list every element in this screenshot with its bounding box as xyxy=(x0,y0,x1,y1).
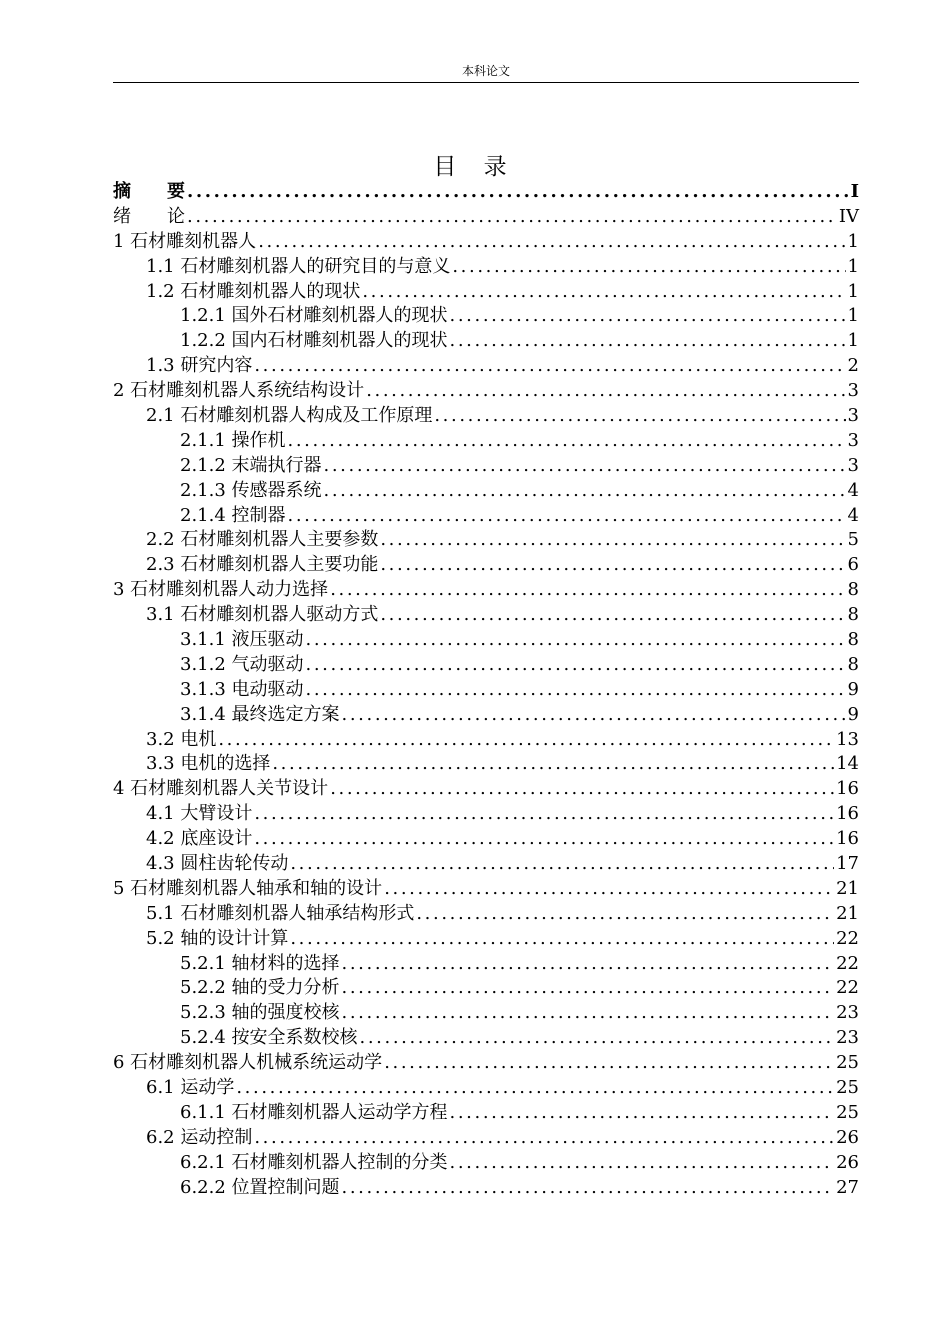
toc-entry-page: 22 xyxy=(836,977,859,999)
toc-dot-leader xyxy=(306,678,846,703)
toc-dot-leader xyxy=(324,479,846,504)
toc-entry[interactable] xyxy=(113,454,859,479)
toc-dot-leader xyxy=(342,703,846,728)
toc-entry-label: 6.2 运动控制 xyxy=(146,1126,253,1148)
toc-entry-page: 3 xyxy=(847,454,859,476)
toc-entry-page: 25 xyxy=(836,1101,859,1123)
toc-entry[interactable] xyxy=(113,1051,859,1076)
toc-entry[interactable] xyxy=(113,777,859,802)
toc-dot-leader xyxy=(342,1001,835,1026)
toc-entry[interactable] xyxy=(113,653,859,678)
toc-entry-label: 6.2.1 石材雕刻机器人控制的分类 xyxy=(180,1151,448,1173)
toc-entry-page: 25 xyxy=(836,1052,859,1074)
toc-dot-leader xyxy=(362,280,845,305)
toc-entry-label: 3 石材雕刻机器人动力选择 xyxy=(113,579,329,601)
toc-entry[interactable] xyxy=(113,1026,859,1051)
toc-entry-label: 2.1.1 操作机 xyxy=(180,429,286,451)
toc-dot-leader xyxy=(236,1076,834,1101)
toc-entry-page: 21 xyxy=(836,877,859,899)
toc-entry-page: 16 xyxy=(836,778,859,800)
toc-entry-page: 26 xyxy=(836,1151,859,1173)
toc-entry-label: 2.1.2 末端执行器 xyxy=(180,454,322,476)
toc-entry[interactable] xyxy=(113,205,859,230)
toc-entry-label: 1.1 石材雕刻机器人的研究目的与意义 xyxy=(146,255,451,277)
toc-entry-label: 3.1.1 液压驱动 xyxy=(180,629,304,651)
toc-dot-leader xyxy=(290,927,834,952)
table-of-contents xyxy=(113,180,859,1201)
toc-entry-label: 6 石材雕刻机器人机械系统运动学 xyxy=(113,1052,383,1074)
toc-entry-page: 22 xyxy=(836,952,859,974)
toc-dot-leader xyxy=(288,504,846,529)
toc-dot-leader xyxy=(258,230,845,255)
toc-entry[interactable] xyxy=(113,1101,859,1126)
toc-entry-page: 1 xyxy=(847,305,859,327)
toc-entry-label: 2.1.3 传感器系统 xyxy=(180,479,322,501)
toc-dot-leader xyxy=(306,628,846,653)
toc-entry-label: 5.2.4 按安全系数校核 xyxy=(180,1027,358,1049)
toc-entry-label: 1.2.2 国内石材雕刻机器人的现状 xyxy=(180,330,448,352)
toc-entry-label: 摘 要 xyxy=(113,180,185,202)
toc-entry-page: 8 xyxy=(847,629,859,651)
page-header: 本科论文 xyxy=(461,64,510,78)
toc-entry-page: 9 xyxy=(847,703,859,725)
toc-entry-label: 3.1.3 电动驱动 xyxy=(180,678,304,700)
toc-entry-page: 1 xyxy=(847,255,859,277)
toc-entry-label: 6.2.2 位置控制问题 xyxy=(180,1176,340,1198)
toc-entry-page: 22 xyxy=(836,927,859,949)
toc-dot-leader xyxy=(187,180,849,205)
toc-entry-page: 17 xyxy=(836,853,859,875)
toc-entry-label: 4.3 圆柱齿轮传动 xyxy=(146,853,289,875)
toc-entry-label: 3.1.2 气动驱动 xyxy=(180,653,304,675)
toc-entry-label: 4 石材雕刻机器人关节设计 xyxy=(113,778,329,800)
toc-entry[interactable] xyxy=(113,678,859,703)
toc-entry[interactable] xyxy=(113,802,859,827)
toc-entry-page: 1 xyxy=(847,230,859,252)
toc-entry-page: 27 xyxy=(836,1176,859,1198)
toc-entry[interactable] xyxy=(113,703,859,728)
toc-entry-page: 1 xyxy=(847,330,859,352)
toc-entry-page: 8 xyxy=(847,653,859,675)
toc-entry-page: 23 xyxy=(836,1002,859,1024)
toc-entry-label: 4.2 底座设计 xyxy=(146,828,253,850)
toc-entry-label: 5.1 石材雕刻机器人轴承结构形式 xyxy=(146,902,415,924)
toc-entry-label: 5.2.1 轴材料的选择 xyxy=(180,952,340,974)
toc-dot-leader xyxy=(306,653,846,678)
toc-entry-label: 3.3 电机的选择 xyxy=(146,753,271,775)
toc-entry-page: 3 xyxy=(847,405,859,426)
toc-entry[interactable] xyxy=(113,1126,859,1151)
toc-entry[interactable] xyxy=(113,977,859,1002)
toc-entry[interactable] xyxy=(113,404,859,429)
toc-entry[interactable] xyxy=(113,1001,859,1026)
toc-entry[interactable] xyxy=(113,329,859,354)
toc-entry[interactable] xyxy=(113,1151,859,1176)
toc-entry[interactable] xyxy=(113,255,859,280)
toc-entry[interactable] xyxy=(113,852,859,877)
toc-entry[interactable] xyxy=(113,230,859,255)
toc-entry-page: 16 xyxy=(836,828,859,850)
toc-entry[interactable] xyxy=(113,628,859,653)
toc-entry-label: 2 石材雕刻机器人系统结构设计 xyxy=(113,380,365,402)
toc-dot-leader xyxy=(450,1151,835,1176)
toc-entry[interactable] xyxy=(113,304,859,329)
toc-title: 目 录 xyxy=(433,154,517,180)
toc-entry-page: 9 xyxy=(847,678,859,700)
toc-entry[interactable] xyxy=(113,180,859,205)
toc-entry-label: 绪 论 xyxy=(113,205,185,227)
toc-entry[interactable] xyxy=(113,429,859,454)
toc-entry-page: 21 xyxy=(836,902,859,924)
toc-dot-leader xyxy=(342,952,835,977)
toc-entry-label: 6.1 运动学 xyxy=(146,1077,235,1099)
toc-dot-leader xyxy=(330,578,845,603)
toc-dot-leader xyxy=(360,1026,835,1051)
toc-entry[interactable] xyxy=(113,877,859,902)
toc-dot-leader xyxy=(452,255,845,280)
toc-dot-leader xyxy=(254,827,834,852)
toc-entry-label: 3.1 石材雕刻机器人驱动方式 xyxy=(146,604,379,626)
toc-entry-page: 26 xyxy=(836,1126,859,1148)
toc-dot-leader xyxy=(450,1101,835,1126)
toc-entry-label: 2.1 石材雕刻机器人构成及工作原理 xyxy=(146,405,433,426)
toc-entry-page: 3 xyxy=(847,380,859,402)
toc-entry[interactable] xyxy=(113,952,859,977)
toc-dot-leader xyxy=(416,902,834,927)
toc-dot-leader xyxy=(288,429,846,454)
toc-dot-leader xyxy=(254,802,834,827)
toc-entry[interactable] xyxy=(113,902,859,927)
toc-dot-leader xyxy=(272,752,834,777)
toc-dot-leader xyxy=(342,976,835,1001)
toc-entry-page: 3 xyxy=(847,429,859,451)
toc-dot-leader xyxy=(380,553,845,578)
toc-entry-page: 13 xyxy=(836,728,859,750)
toc-dot-leader xyxy=(384,877,834,902)
toc-entry-label: 2.1.4 控制器 xyxy=(180,504,286,526)
toc-entry[interactable] xyxy=(113,280,859,305)
toc-entry[interactable] xyxy=(113,603,859,628)
header-rule xyxy=(113,82,859,83)
toc-dot-leader xyxy=(218,728,834,753)
toc-entry-page: 1 xyxy=(847,280,859,302)
toc-entry-page: 6 xyxy=(847,554,859,576)
toc-entry-label: 5.2 轴的设计计算 xyxy=(146,927,289,949)
toc-entry-label: 1.2 石材雕刻机器人的现状 xyxy=(146,280,361,302)
toc-entry-label: 1.2.1 国外石材雕刻机器人的现状 xyxy=(180,305,448,327)
toc-entry-page: I xyxy=(850,180,859,202)
toc-entry-page: 25 xyxy=(836,1077,859,1099)
toc-entry[interactable] xyxy=(113,379,859,404)
toc-dot-leader xyxy=(450,329,846,354)
toc-entry-page: 14 xyxy=(836,753,859,775)
toc-dot-leader xyxy=(342,1176,835,1201)
toc-entry-label: 3.1.4 最终选定方案 xyxy=(180,703,340,725)
toc-dot-leader xyxy=(254,354,845,379)
toc-entry[interactable] xyxy=(113,752,859,777)
toc-dot-leader xyxy=(380,528,845,553)
toc-entry-label: 3.2 电机 xyxy=(146,728,217,750)
toc-entry-page: 23 xyxy=(836,1027,859,1049)
toc-entry-page: 4 xyxy=(847,479,859,501)
toc-entry-label: 1.3 研究内容 xyxy=(146,355,253,377)
toc-dot-leader xyxy=(434,404,845,429)
toc-entry-label: 1 石材雕刻机器人 xyxy=(113,230,257,252)
toc-dot-leader xyxy=(384,1051,834,1076)
toc-entry-page: 8 xyxy=(847,579,859,601)
toc-entry[interactable] xyxy=(113,827,859,852)
toc-entry[interactable] xyxy=(113,1076,859,1101)
toc-entry-label: 4.1 大臂设计 xyxy=(146,803,253,825)
toc-entry-page: 2 xyxy=(847,355,859,377)
toc-entry-label: 5.2.3 轴的强度校核 xyxy=(180,1002,340,1024)
toc-dot-leader xyxy=(330,777,834,802)
toc-dot-leader xyxy=(290,852,834,877)
toc-entry-label: 5.2.2 轴的受力分析 xyxy=(180,977,340,999)
toc-dot-leader xyxy=(366,379,845,404)
toc-entry-page: 5 xyxy=(847,529,859,551)
toc-entry-label: 5 石材雕刻机器人轴承和轴的设计 xyxy=(113,877,383,899)
toc-entry-page: 4 xyxy=(847,504,859,526)
toc-dot-leader xyxy=(450,304,846,329)
toc-entry-page: IV xyxy=(838,205,859,227)
toc-entry[interactable] xyxy=(113,578,859,603)
toc-entry-label: 6.1.1 石材雕刻机器人运动学方程 xyxy=(180,1101,448,1123)
toc-dot-leader xyxy=(380,603,845,628)
toc-dot-leader xyxy=(324,454,846,479)
toc-entry[interactable] xyxy=(113,528,859,553)
toc-entry[interactable] xyxy=(113,553,859,578)
toc-entry-page: 8 xyxy=(847,604,859,626)
toc-entry-page: 16 xyxy=(836,803,859,825)
toc-entry[interactable] xyxy=(113,927,859,952)
toc-dot-leader xyxy=(187,205,837,230)
toc-entry-label: 2.2 石材雕刻机器人主要参数 xyxy=(146,529,379,551)
toc-entry[interactable] xyxy=(113,728,859,753)
toc-dot-leader xyxy=(254,1126,834,1151)
toc-entry[interactable] xyxy=(113,1176,859,1201)
toc-entry[interactable] xyxy=(113,479,859,504)
toc-entry[interactable] xyxy=(113,354,859,379)
toc-entry-label: 2.3 石材雕刻机器人主要功能 xyxy=(146,554,379,576)
toc-entry[interactable] xyxy=(113,504,859,529)
